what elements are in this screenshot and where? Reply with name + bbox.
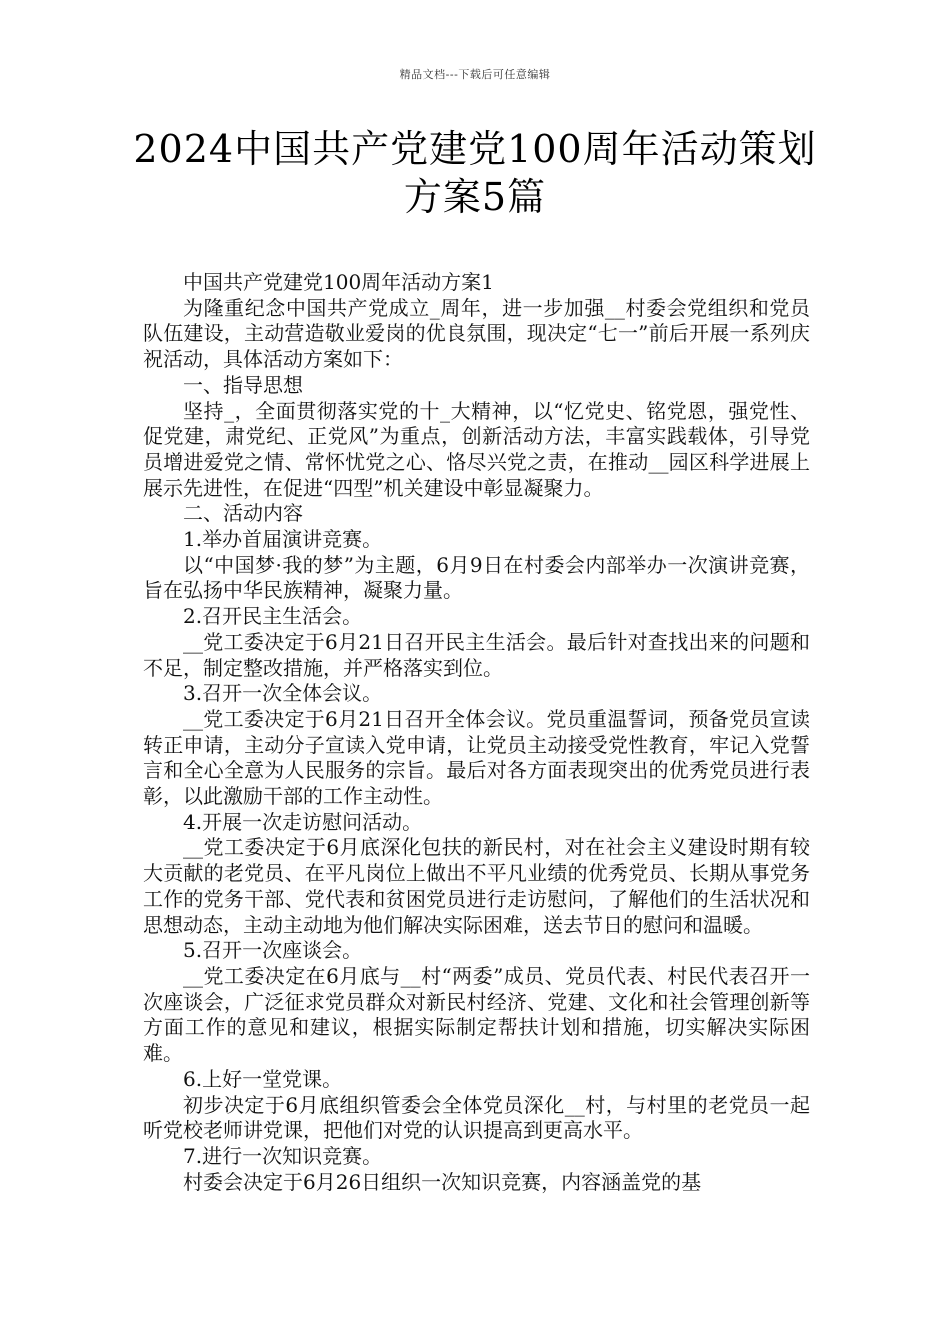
paragraph: __党工委决定于6月底深化包扶的新民村，对在社会主义建设时期有较大贡献的老党员、在平凡岗位上做出不平凡业绩的优秀党员、长期从事党务工作的党务干部、党代表和贫困党员进行走访慰问，了解他们的生活状况和思想动态，主动主动地为他们解决实际困难，送去节日的慰问和温暖。 [143,835,810,937]
section-heading: 一、指导思想 [183,372,303,397]
paragraph: 初步决定于6月底组织管委会全体党员深化__村，与村里的老党员一起听党校老师讲党课，把他们对党的认识提高到更高水平。 [143,1092,810,1143]
item-heading: 1.举办首届演讲竞赛。 [183,527,383,552]
document-body [143,270,810,1195]
paragraph: 村委会决定于6月26日组织一次知识竞赛，内容涵盖党的基 [183,1169,702,1194]
item-heading: 7.进行一次知识竞赛。 [183,1143,383,1168]
item-heading: 5.召开一次座谈会。 [183,938,363,963]
item-heading: 6.上好一堂党课。 [183,1066,343,1091]
item-heading: 3.召开一次全体会议。 [183,681,383,706]
paragraph: __党工委决定在6月底与__村“两委”成员、党员代表、村民代表召开一次座谈会，广泛征求党员群众对新民村经济、党建、文化和社会管理创新等方面工作的意见和建议，根据实际制定帮扶计划和措施，切实解决实际困难。 [143,963,810,1066]
paragraph: 坚持_，全面贯彻落实党的十_大精神，以“忆党史、铭党恩，强党性、促党建，肃党纪、正党风”为重点，创新活动方法，丰富实践载体，引导党员增进爱党之情、常怀忧党之心、恪尽兴党之责，在推动__园区科学进展上展示先进性，在促进“四型”机关建设中彰显凝聚力。 [143,398,810,500]
section-heading: 中国共产党建党100周年活动方案1 [183,270,494,294]
header-note: 精品文档---下载后可任意编辑 [399,68,551,81]
item-heading: 2.召开民主生活会。 [183,604,363,629]
paragraph: __党工委决定于6月21日召开民主生活会。最后针对查找出来的问题和不足，制定整改措施，并严格落实到位。 [143,629,810,680]
paragraph: 为隆重纪念中国共产党成立_周年，进一步加强__村委会党组织和党员队伍建设，主动营造敬业爱岗的优良氛围，现决定“七一”前后开展一系列庆祝活动，具体活动方案如下： [143,295,810,372]
paragraph: 以“中国梦·我的梦”为主题，6月9日在村委会内部举办一次演讲竞赛，旨在弘扬中华民族精神，凝聚力量。 [143,552,810,603]
section-heading: 二、活动内容 [183,501,303,526]
item-heading: 4.开展一次走访慰问活动。 [183,809,423,834]
paragraph: __党工委决定于6月21日召开全体会议。党员重温誓词，预备党员宣读转正申请，主动分子宣读入党申请，让党员主动接受党性教育，牢记入党誓言和全心全意为人民服务的宗旨。最后对各方面表现突出的优秀党员进行表彰，以此激励干部的工作主动性。 [143,706,810,809]
document-title: 2024中国共产党建党100周年活动策划方案5篇 [133,127,817,219]
